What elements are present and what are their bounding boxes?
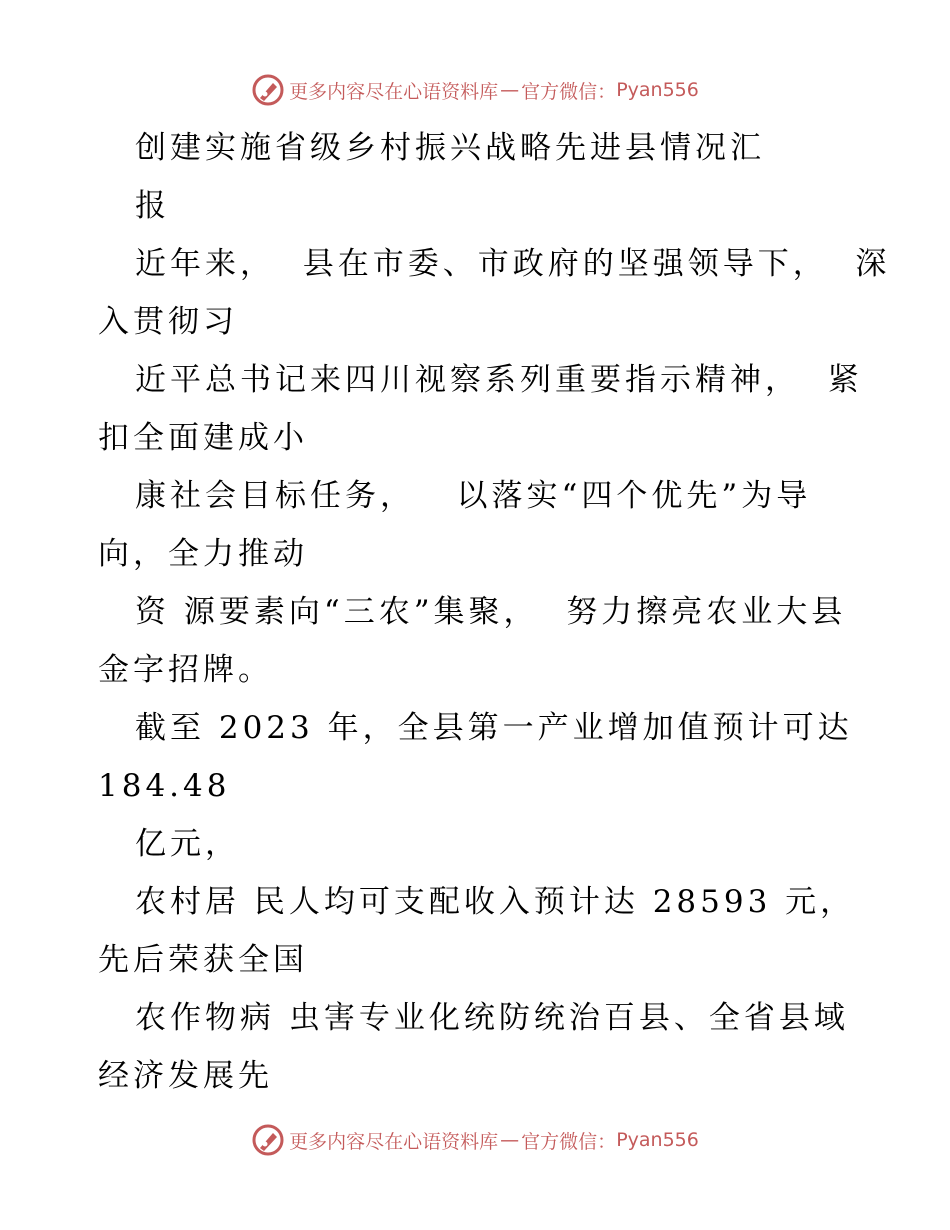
watermark-wechat-label: 官方微信： xyxy=(521,1130,617,1153)
doc-paragraph-line: 金字招牌。 xyxy=(98,652,273,688)
doc-paragraph-line: 近平总书记来四川视察系列重要指示精神， 紧 xyxy=(135,362,863,398)
doc-paragraph-line: 康社会目标任务， 以落实“四个优先”为导 xyxy=(135,478,812,514)
doc-paragraph-line: 农作物病 虫害专业化统防统治百县、全省县域 xyxy=(135,1000,849,1036)
doc-title-line-2: 报 xyxy=(135,188,170,224)
watermark-wechat-id: Pyan556 xyxy=(616,1129,699,1151)
doc-paragraph-line: 农村居 民人均可支配收入预计达 28593 元， xyxy=(135,884,856,920)
watermark-text: 更多内容尽在心语资料库 xyxy=(289,80,499,103)
doc-paragraph-line: 资 源要素向“三农”集聚， 努力擦亮农业大县 xyxy=(135,594,847,630)
doc-title-line-1: 创建实施省级乡村振兴战略先进县情况汇 xyxy=(135,130,765,166)
watermark-wechat-label: 官方微信： xyxy=(521,80,617,103)
doc-paragraph-line: 近年来， 县在市委、市政府的坚强领导下， 深 xyxy=(135,246,891,282)
doc-paragraph-line: 扣全面建成小 xyxy=(98,420,308,456)
doc-paragraph-line: 184.48 xyxy=(98,768,231,804)
doc-paragraph-line: 向，全力推动 xyxy=(98,536,308,572)
watermark-wechat-id: Pyan556 xyxy=(616,79,699,101)
doc-paragraph-line: 亿元， xyxy=(135,826,240,862)
pen-nib-logo-icon xyxy=(251,1123,285,1157)
doc-paragraph-line: 入贯彻习 xyxy=(98,304,238,340)
doc-paragraph-line: 截至 2023 年，全县第一产业增加值预计可达 xyxy=(135,710,853,746)
header-watermark xyxy=(0,70,950,110)
footer-watermark xyxy=(0,1120,950,1160)
watermark-dash: — xyxy=(500,1129,520,1151)
pen-nib-logo-icon xyxy=(251,73,285,107)
watermark-dash: — xyxy=(500,79,520,101)
doc-paragraph-line: 经济发展先 xyxy=(98,1058,273,1094)
watermark-text: 更多内容尽在心语资料库 xyxy=(289,1130,499,1153)
doc-paragraph-line: 先后荣获全国 xyxy=(98,942,308,978)
